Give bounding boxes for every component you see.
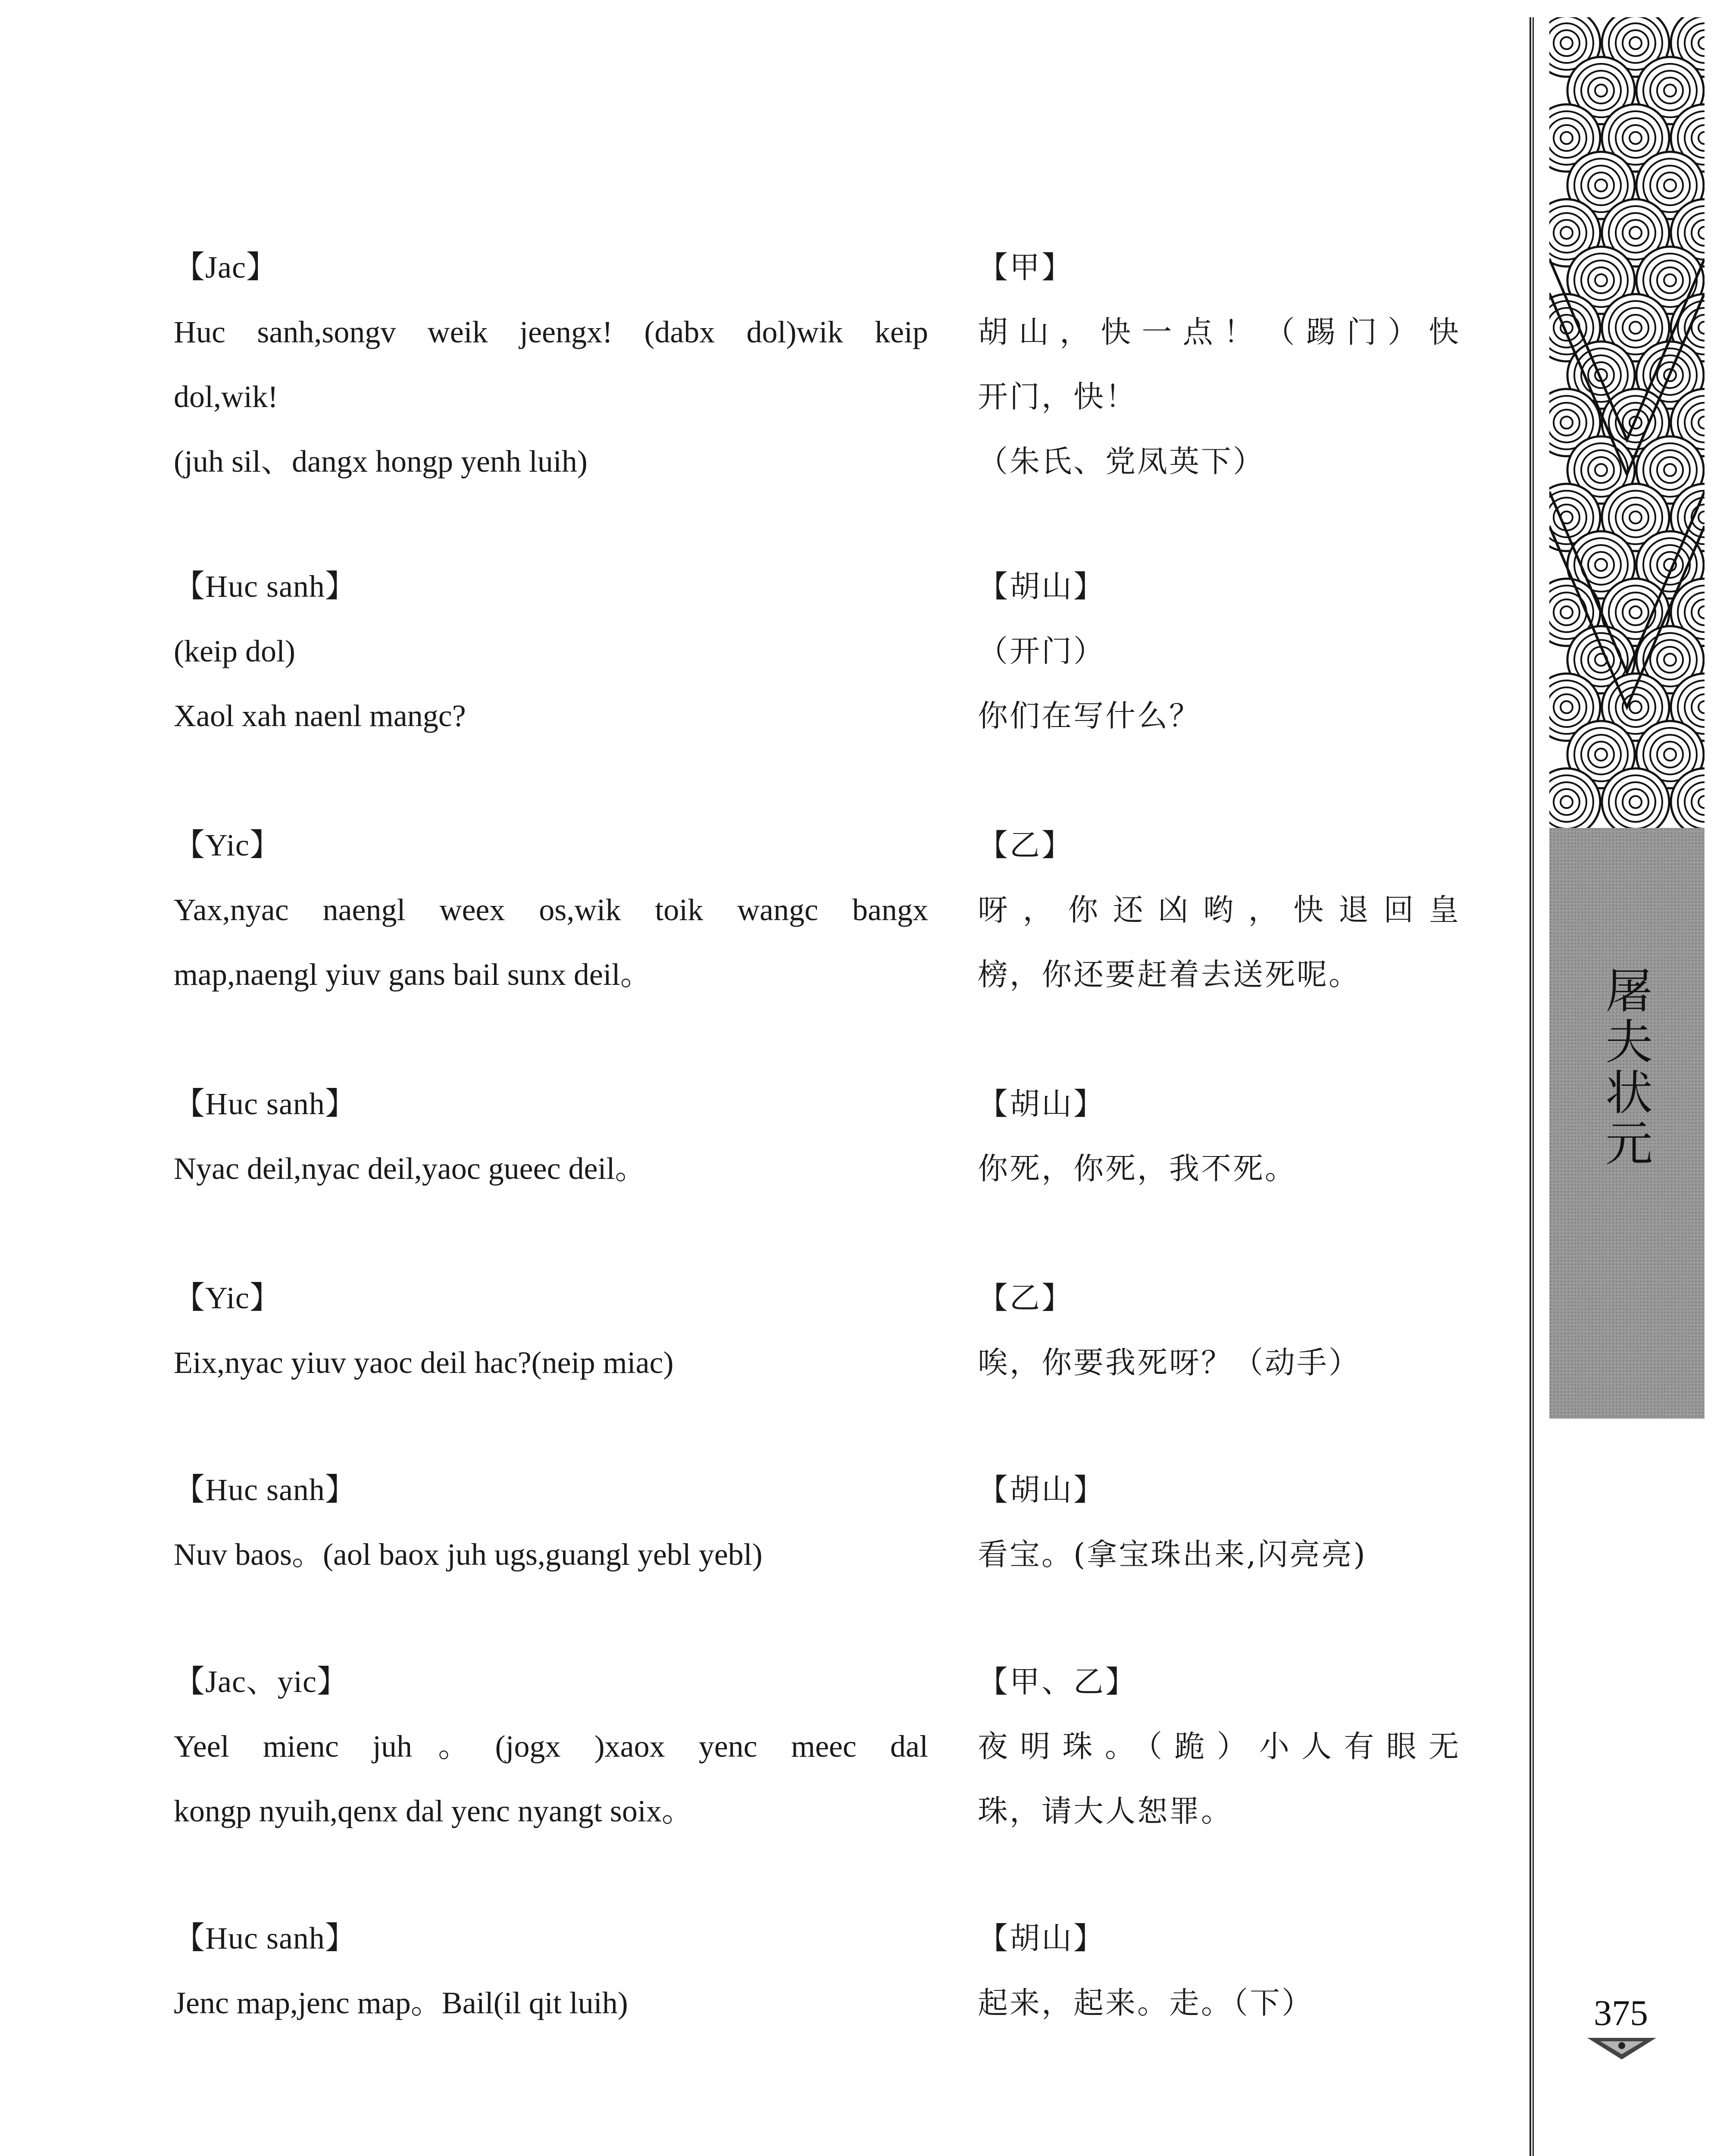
entry-left-6	[174, 1457, 928, 1587]
page-number: 375	[1594, 1993, 1648, 2033]
speaker-label: 【乙】	[978, 1280, 1073, 1316]
entry-left-8	[174, 1906, 928, 2035]
entry-right-4	[978, 1072, 1461, 1201]
dialogue-line: 起来，起来。走。（下）	[978, 1985, 1314, 2021]
dialogue-line: Nuv baos。(aol baox juh ugs,guangl yebl yebl)	[174, 1537, 763, 1572]
stage-direction: （开门）	[978, 633, 1105, 669]
entry-right-1	[978, 235, 1461, 494]
stage-direction: (juh sil、dangx hongp yenh luih)	[174, 444, 588, 479]
dialogue-line: Yeel mienc juh。(jogx )xaox yenc meec dal	[174, 1729, 928, 1764]
speaker-label: 【Yic】	[174, 828, 281, 862]
speaker-label: 【乙】	[978, 827, 1073, 863]
entry-left-2	[174, 554, 928, 748]
speaker-label: 【Huc sanh】	[174, 1087, 357, 1121]
entry-left-4	[174, 1072, 928, 1201]
entry-left-5	[174, 1266, 928, 1395]
entry-left-7	[174, 1649, 928, 1843]
speaker-label: 【胡山】	[978, 1921, 1105, 1956]
entry-right-7	[978, 1649, 1461, 1843]
vertical-book-title: 屠夫状元	[1598, 966, 1653, 1169]
cloud-scroll-icon	[1549, 17, 1705, 828]
speaker-label: 【Jac】	[174, 250, 278, 285]
dialogue-line: 呀，你还凶哟，快退回皇	[978, 892, 1461, 928]
page-ornament-icon	[1583, 2035, 1661, 2061]
dialogue-line: 唉，你要我死呀？（动手）	[978, 1345, 1361, 1380]
dialogue-line: 胡山，快一点！（踢门）快	[978, 314, 1461, 350]
entry-left-3	[174, 813, 928, 1007]
speaker-label: 【Jac、yic】	[174, 1664, 348, 1699]
dialogue-line: Yax,nyac naengl weex os,wik toik wangc bangx	[174, 893, 928, 927]
speaker-label: 【胡山】	[978, 1086, 1105, 1122]
dialogue-line: kongp nyuih,qenx dal yenc nyangt soix。	[174, 1794, 693, 1828]
speaker-label: 【Huc sanh】	[174, 1473, 357, 1507]
speaker-label: 【Huc sanh】	[174, 1921, 357, 1955]
stage-direction: (keip dol)	[174, 634, 295, 668]
dialogue-line: Huc sanh,songv weik jeengx! (dabx dol)wik keip	[174, 315, 928, 349]
entry-right-2	[978, 554, 1461, 748]
entry-left-1	[174, 235, 928, 494]
speaker-label: 【甲、乙】	[978, 1664, 1137, 1699]
dialogue-line: dol,wik!	[174, 379, 278, 414]
dialogue-line: 榜，你还要赶着去送死呢。	[978, 957, 1361, 992]
dialogue-line: Jenc map,jenc map。Bail(il qit luih)	[174, 1986, 628, 2020]
dialogue-line: 珠，请大人恕罪。	[978, 1793, 1233, 1829]
cloud-pattern-ornament	[1549, 17, 1705, 828]
entry-right-8	[978, 1906, 1461, 2035]
entry-right-5	[978, 1266, 1461, 1395]
margin-rule	[1529, 17, 1534, 2156]
dialogue-line: Xaol xah naenl mangc?	[174, 699, 466, 733]
dialogue-line: 你们在写什么？	[978, 698, 1201, 733]
speaker-label: 【胡山】	[978, 569, 1105, 604]
dialogue-line: 看宝。(拿宝珠出来,闪亮亮)	[978, 1537, 1367, 1572]
dialogue-line: Nyac deil,nyac deil,yaoc gueec deil。	[174, 1151, 646, 1186]
entry-right-6	[978, 1457, 1461, 1587]
speaker-label: 【胡山】	[978, 1472, 1105, 1507]
dialogue-line: 开门，快！	[978, 379, 1137, 414]
dialogue-line: 夜明珠。（跪）小人有眼无	[978, 1729, 1461, 1764]
dialogue-line: Eix,nyac yiuv yaoc deil hac?(neip miac)	[174, 1345, 674, 1380]
dialogue-line: 你死，你死，我不死。	[978, 1151, 1297, 1186]
speaker-label: 【甲】	[978, 250, 1073, 285]
dialogue-line: map,naengl yiuv gans bail sunx deil。	[174, 957, 651, 992]
speaker-label: 【Yic】	[174, 1281, 281, 1315]
stage-direction: （朱氏、党凤英下）	[978, 444, 1265, 479]
speaker-label: 【Huc sanh】	[174, 569, 357, 604]
entry-right-3	[978, 813, 1461, 1007]
